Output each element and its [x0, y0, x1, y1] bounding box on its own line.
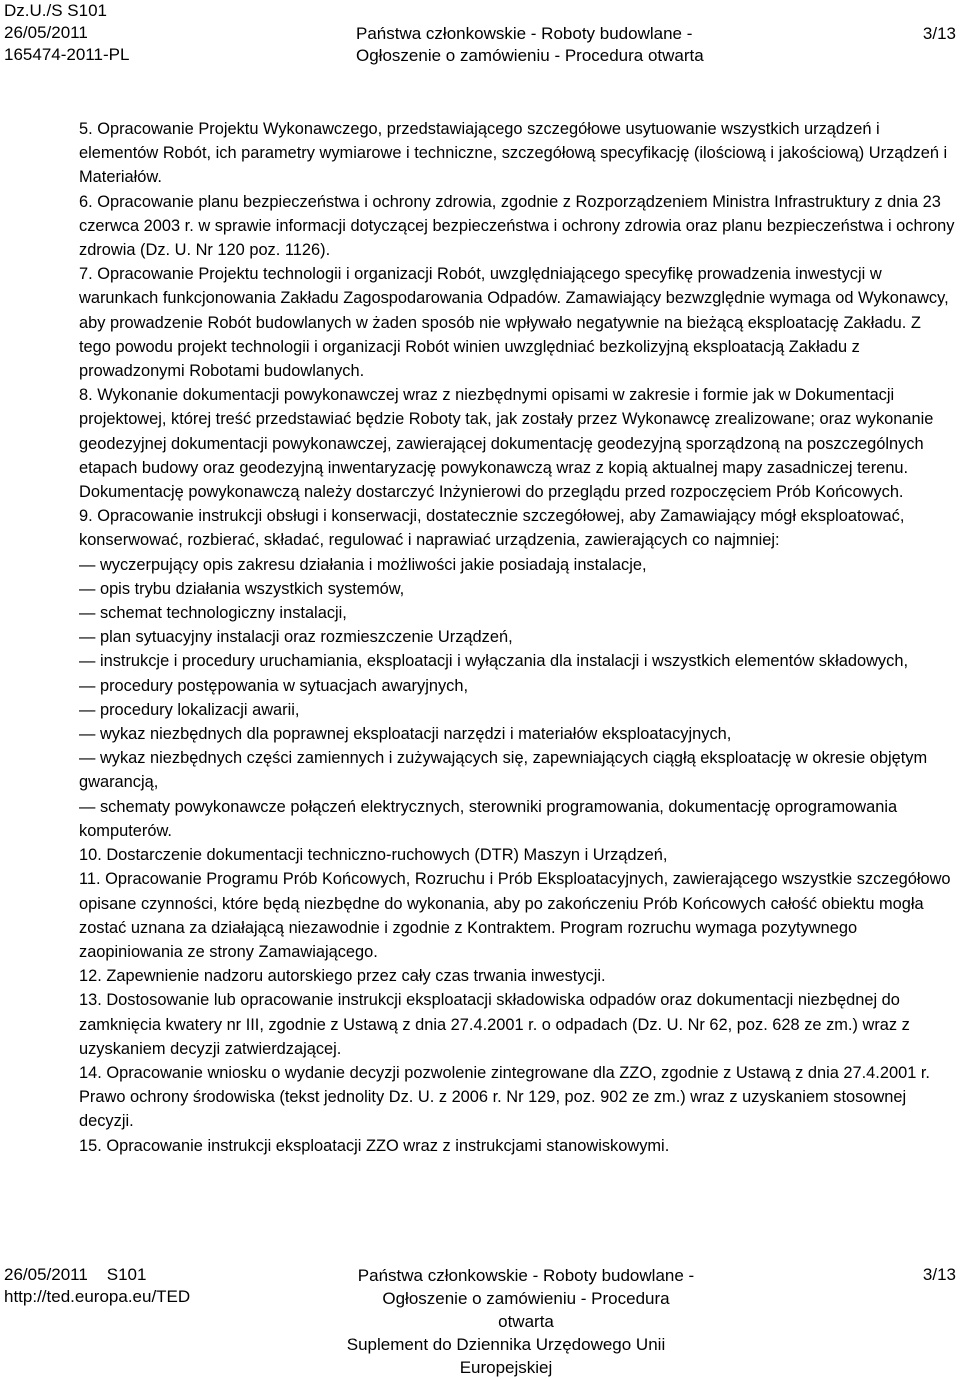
dash-item: — wykaz niezbędnych części zamiennych i zużywających się, zapewniających ciągłą eksploatację w okresie objętym gwarancją,: [79, 746, 955, 794]
header-page-number: 3/13: [922, 24, 956, 43]
item-6: 6. Opracowanie planu bezpieczeństwa i ochrony zdrowia, zgodnie z Rozporządzeniem Ministra Infrastruktury z dnia 23 czerwca 2003 r. w sprawie informacji dotyczącej bezpieczeństwa i ochrony zdrowia oraz planu bezpieczeństwa i ochrony zdrowia (Dz. U. Nr 120 poz. 1126).: [79, 192, 955, 260]
header-title-2: Ogłoszenie o zamówieniu - Procedura otwarta: [356, 46, 704, 65]
header-ref: Dz.U./S S101: [4, 1, 107, 20]
header-docno: 165474-2011-PL: [4, 45, 130, 64]
item-12: 12. Zapewnienie nadzoru autorskiego przez cały czas trwania inwestycji.: [79, 967, 606, 986]
footer-url[interactable]: http://ted.europa.eu/TED: [4, 1287, 191, 1306]
dash-item: — procedury lokalizacji awarii,: [79, 698, 955, 722]
dash-item: — procedury postępowania w sytuacjach awaryjnych,: [79, 674, 955, 698]
dash-item: — schemat technologiczny instalacji,: [79, 601, 955, 625]
dash-item: — plan sytuacyjny instalacji oraz rozmieszczenie Urządzeń,: [79, 625, 955, 649]
item-15: 15. Opracowanie instrukcji eksploatacji ZZO wraz z instrukcjami stanowiskowymi.: [79, 1136, 670, 1155]
footer-center: [346, 1264, 696, 1379]
footer-left: [4, 1264, 190, 1308]
footer-title-3: Suplement do Dziennika Urzędowego Unii Europejskiej: [346, 1335, 666, 1377]
item-10: 10. Dostarczenie dokumentacji techniczno-ruchowych (DTR) Maszyn i Urządzeń,: [79, 846, 668, 865]
header-left: [4, 0, 129, 66]
footer-ref: S101: [106, 1265, 147, 1284]
header-title-1: Państwa członkowskie - Roboty budowlane -: [356, 24, 693, 43]
header-date: 26/05/2011: [4, 23, 88, 42]
footer-title-1: Państwa członkowskie - Roboty budowlane -: [357, 1266, 695, 1285]
dash-item: — instrukcje i procedury uruchamiania, eksploatacji i wyłączania dla instalacji i wszystkich elementów składowych,: [79, 649, 955, 673]
item-9: 9. Opracowanie instrukcji obsługi i konserwacji, dostatecznie szczegółowej, aby Zamawiający mógł eksploatować, konserwować, rozbierać, składać, regulować i naprawiać urządzenia, zawierających co najmniej:: [79, 507, 905, 550]
footer-title-2: Ogłoszenie o zamówieniu - Procedura otwarta: [382, 1289, 670, 1331]
footer-date: 26/05/2011: [4, 1265, 88, 1284]
item-14: 14. Opracowanie wniosku o wydanie decyzji pozwolenie zintegrowane dla ZZO, zgodnie z Ustawą z dnia 27.4.2001 r. Prawo ochrony środowiska (tekst jednolity Dz. U. z 2006 r. Nr 129, poz. 902 ze zm.) wraz z uzyskaniem stosownej decyzji.: [79, 1063, 930, 1131]
item-5: 5. Opracowanie Projektu Wykonawczego, przedstawiającego szczegółowe usytuowanie wszystkich urządzeń i elementów Robót, ich parametry wymiarowe i techniczne, szczegółową specyfikację (ilościową i jakościową) Urządzeń i Materiałów.: [79, 120, 948, 187]
page-header: [0, 0, 960, 72]
item-13: 13. Dostosowanie lub opracowanie instrukcji eksploatacji składowiska odpadów oraz dokumentacji niezbędnej do zamknięcia kwatery nr III, zgodnie z Ustawą z dnia 27.4.2001 r. o odpadach (Dz. U. Nr 62, poz. 628 ze zm.) wraz z uzyskaniem decyzji zatwierdzającej.: [79, 991, 910, 1058]
item-11: 11. Opracowanie Programu Prób Końcowych, Rozruchu i Prób Eksploatacyjnych, zawierającego wszystkie szczegółowo opisane czynności, które będą niezbędne do wykonania, aby po zakończeniu Prób Końcowych całość obiektu mogła zostać uznana za działającą niezawodnie i zgodnie z Kontraktem. Program rozruchu wymaga pozytywnego zaopiniowania ze strony Zamawiającego.: [79, 870, 951, 961]
dash-item: — opis trybu działania wszystkich systemów,: [79, 577, 955, 601]
page-footer: [0, 1264, 960, 1377]
dash-item: — wykaz niezbędnych dla poprawnej eksploatacji narzędzi i materiałów eksploatacyjnych,: [79, 722, 955, 746]
document-body: [79, 117, 955, 1158]
header-center: [356, 23, 716, 67]
item-7: 7. Opracowanie Projektu technologii i organizacji Robót, uwzględniającego specyfikę prowadzenia inwestycji w warunkach funkcjonowania Zakładu Zagospodarowania Odpadów. Zamawiający bezwzględnie wymaga od Wykonawcy, aby prowadzenie Robót budowlanych w żaden sposób nie wpływało negatywnie na bieżącą eksploatację Zakładu. Z tego powodu projekt technologii i organizacji Robót winien uwzględniać bezkolizyjną eksploatacją Zakładu z prowadzonymi Robotami budowlanych.: [79, 265, 949, 381]
item-8: 8. Wykonanie dokumentacji powykonawczej wraz z niezbędnymi opisami w zakresie i formie jak w Dokumentacji projektowej, której treść przedstawiać będzie Roboty tak, jak zostały przez Wykonawcę zrealizowane; oraz wykonanie geodezyjnej dokumentacji powykonawczej, zawierającej dokumentację geodezyjną sporządzoną na poszczególnych etapach budowy oraz geodezyjną inwentaryzację powykonawczą wraz z kopią aktualnej mapy zasadniczej terenu. Dokumentację powykonawczą należy dostarczyć Inżynierowi do przeglądu przed rozpoczęciem Prób Końcowych.: [79, 386, 934, 502]
footer-page-number: 3/13: [922, 1265, 956, 1284]
dash-item: — schematy powykonawcze połączeń elektrycznych, sterowniki programowania, dokumentację oprogramowania komputerów.: [79, 795, 955, 843]
footer-date-ref: [4, 1264, 190, 1286]
dash-item: — wyczerpujący opis zakresu działania i możliwości jakie posiadają instalacje,: [79, 553, 955, 577]
